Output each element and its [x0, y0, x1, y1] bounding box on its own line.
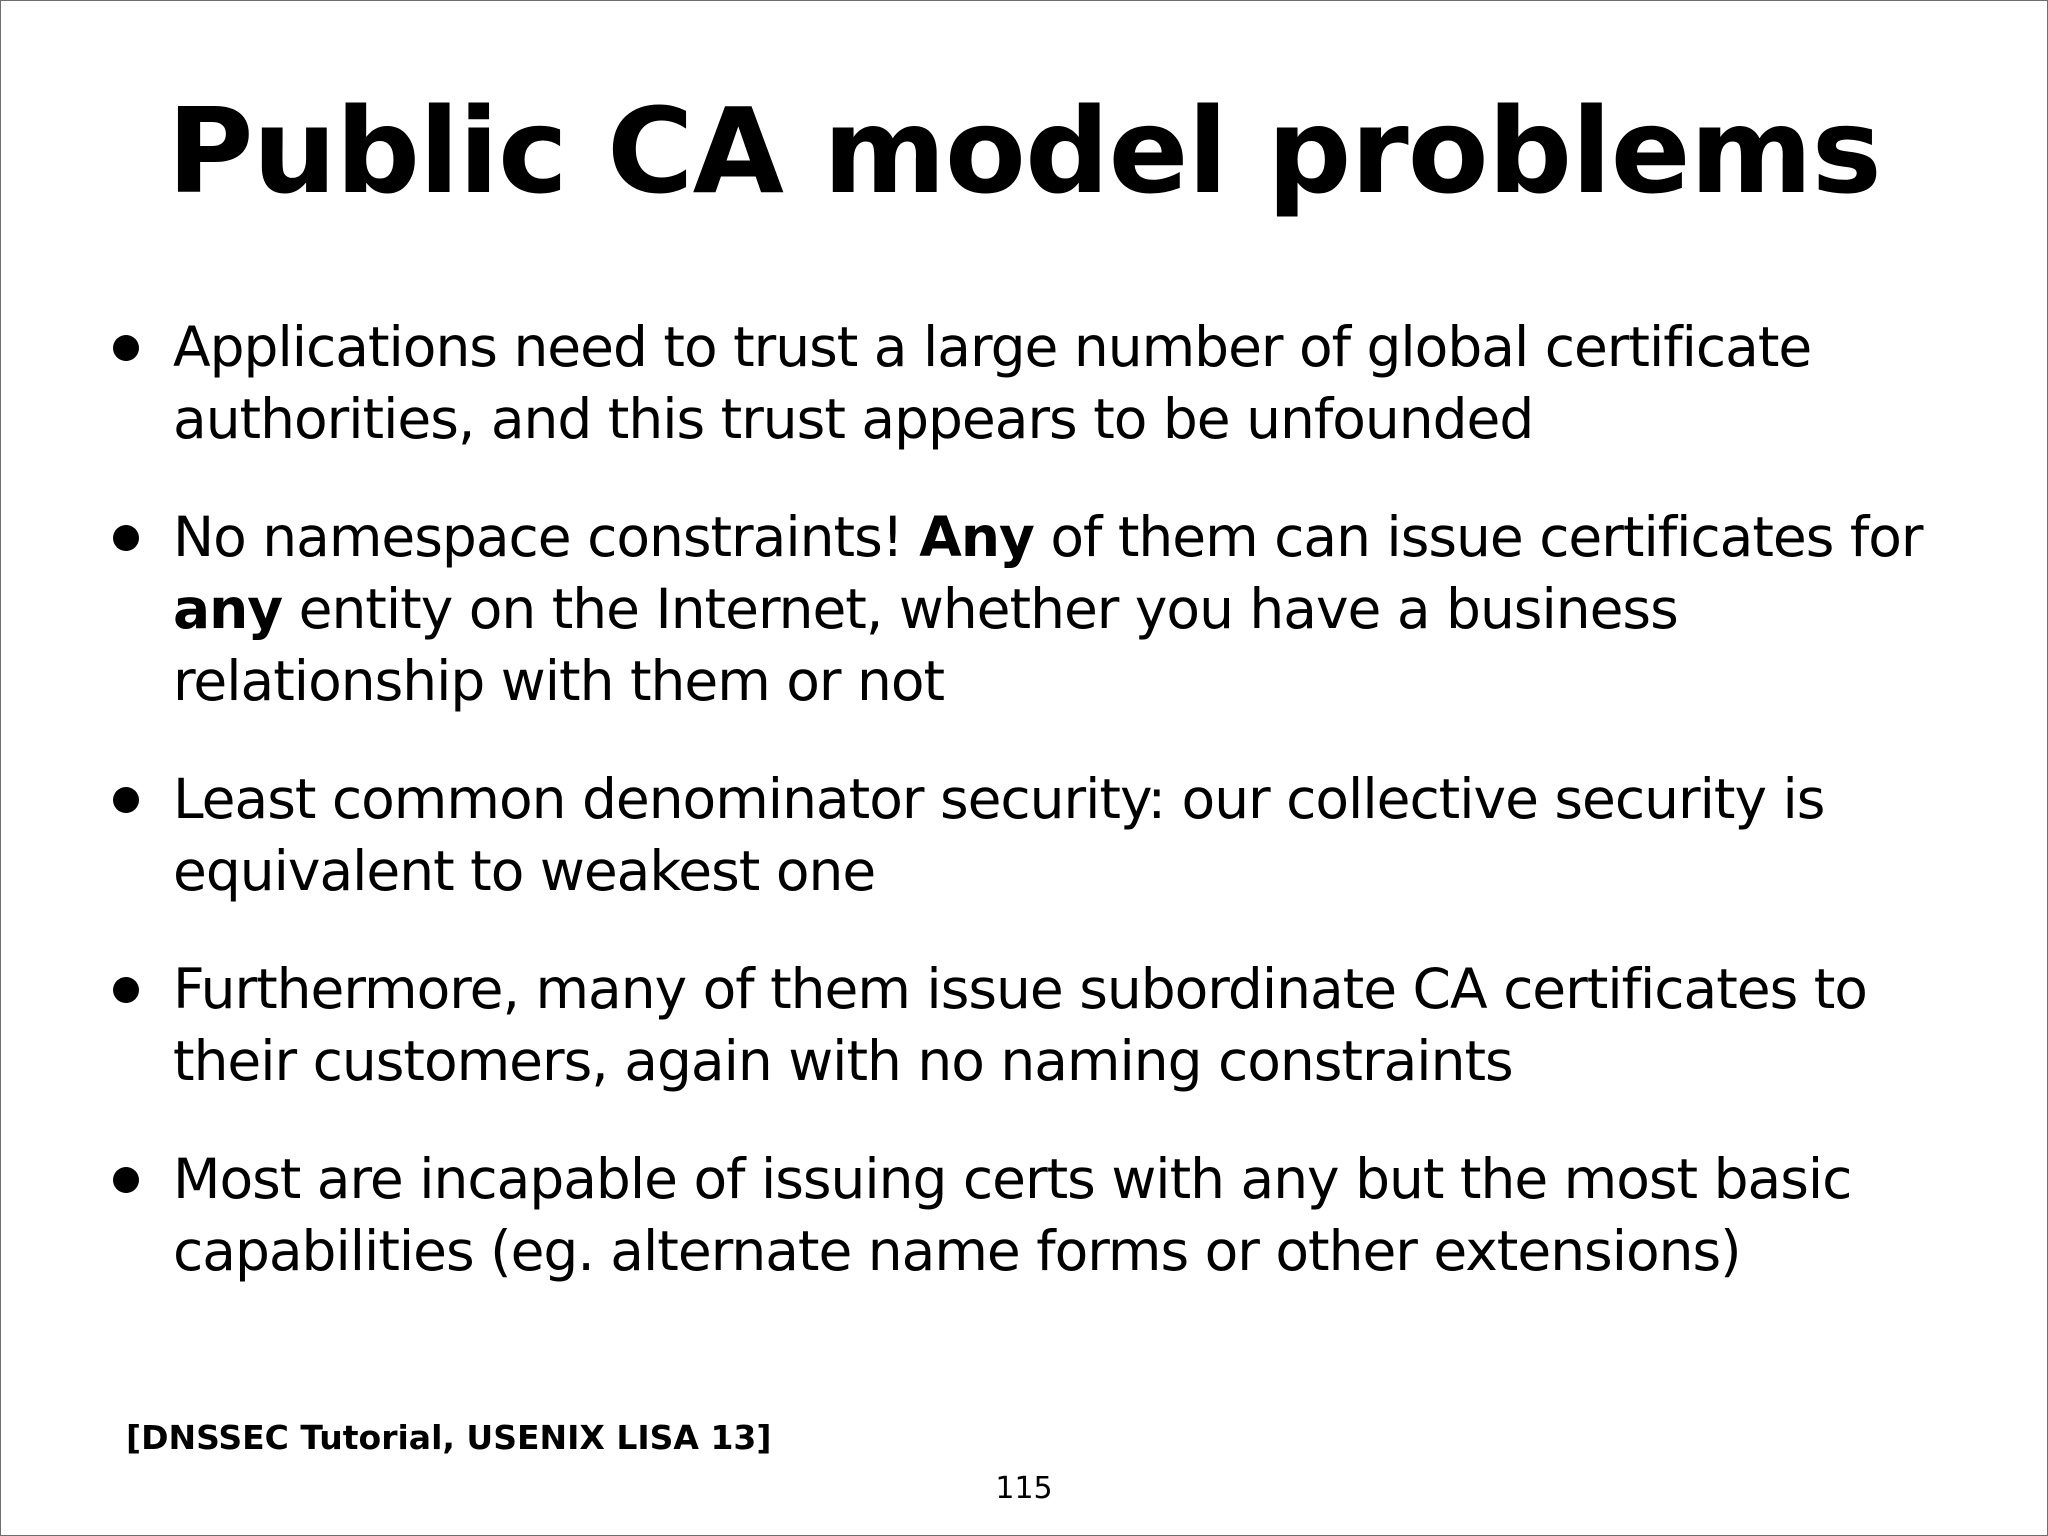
bullet-emphasis-any-capital: Any	[919, 505, 1034, 569]
bullet-item-4	[113, 953, 1973, 1097]
bullet-text: Least common denominator security: our collective security is equivalent to weakest one	[173, 767, 1825, 903]
bullet-text-part3: entity on the Internet, whether you have a business relationship with them or not	[173, 577, 1678, 713]
bullet-item-3	[113, 763, 1973, 907]
bullet-list	[113, 311, 1973, 1333]
bullet-dot-icon	[113, 525, 139, 551]
bullet-dot-icon	[113, 787, 139, 813]
bullet-text: Most are incapable of issuing certs with any but the most basic capabilities (eg. alternate name forms or other extensions)	[173, 1147, 1852, 1283]
citation: [DNSSEC Tutorial, USENIX LISA 13]	[126, 1418, 772, 1457]
bullet-item-1	[113, 311, 1973, 455]
bullet-text: Furthermore, many of them issue subordinate CA certificates to their customers, again with no naming constraints	[173, 957, 1867, 1093]
bullet-emphasis-any: any	[173, 577, 283, 641]
bullet-dot-icon	[113, 335, 139, 361]
bullet-dot-icon	[113, 977, 139, 1003]
bullet-text-part2: of them can issue certificates for	[1033, 505, 1923, 569]
bullet-text: Applications need to trust a large number of global certificate authorities, and this trust appears to be unfounded	[173, 315, 1812, 451]
page-number: 115	[995, 1471, 1053, 1506]
slide-title: Public CA model problems	[167, 82, 1881, 220]
bullet-dot-icon	[113, 1167, 139, 1193]
bullet-item-5	[113, 1143, 1973, 1287]
bullet-item-2	[113, 501, 1973, 717]
bullet-text-part1: No namespace constraints!	[173, 505, 920, 569]
